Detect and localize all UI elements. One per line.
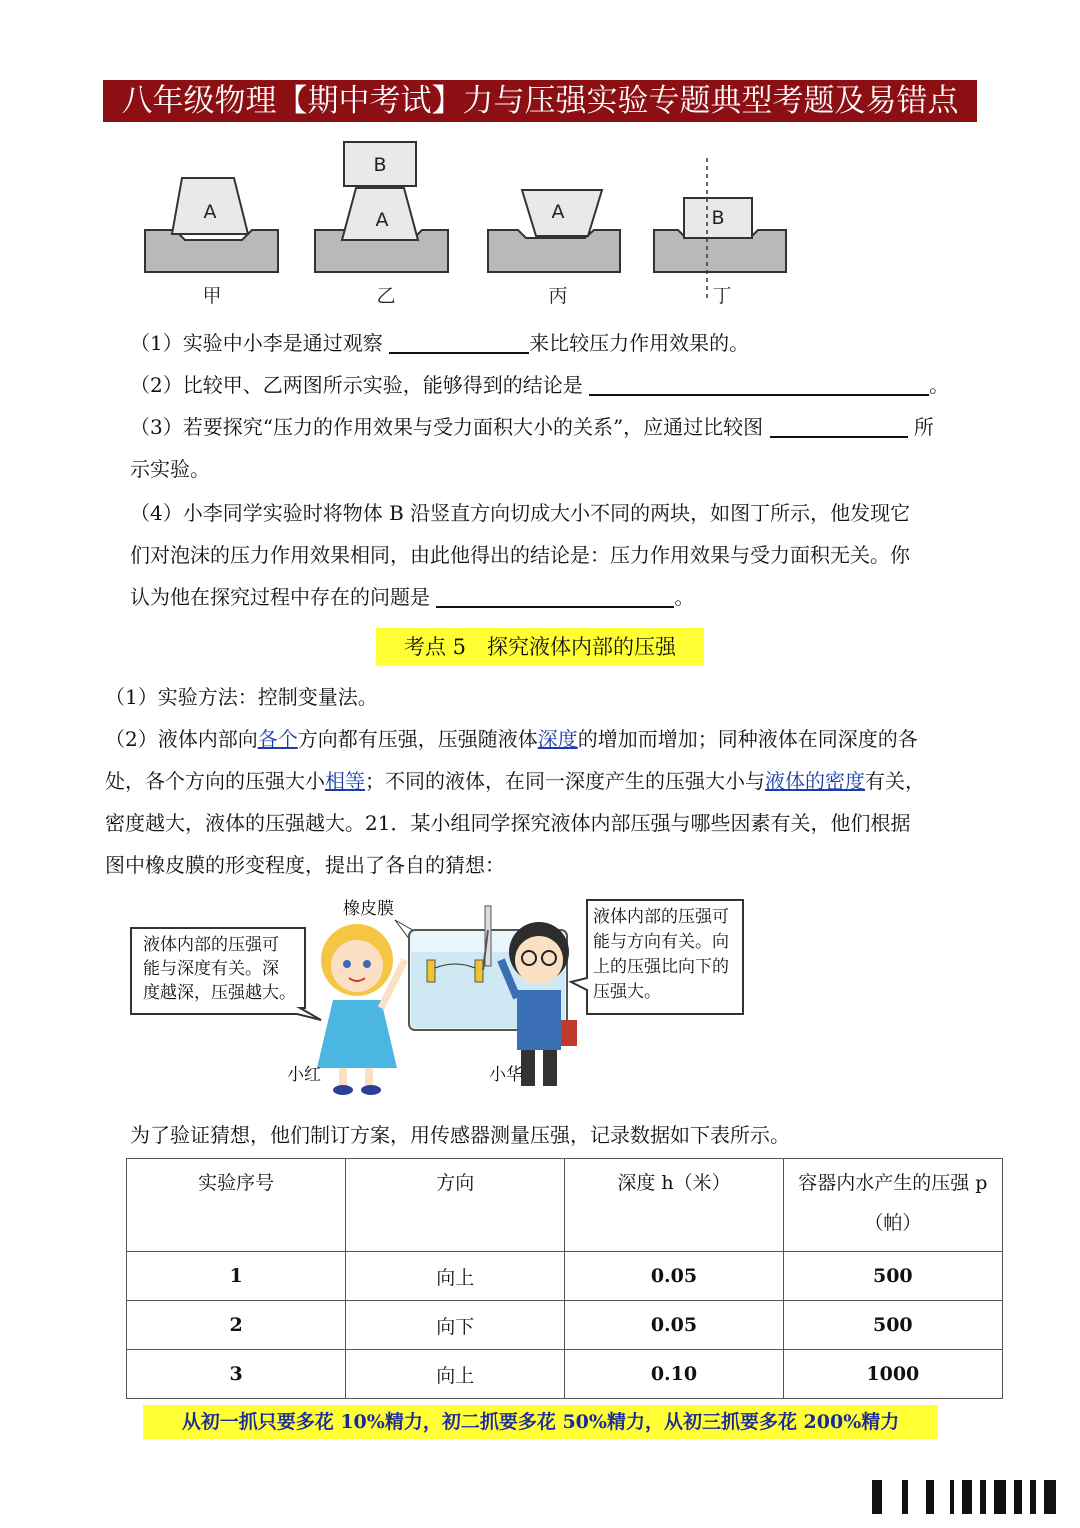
column-header: 深度 h（米） [565,1159,783,1252]
bar-mark [902,1480,908,1514]
bubble-line: 能与深度有关。深 [143,959,279,979]
question-1-suffix: 来比较压力作用效果的。 [529,331,750,355]
bubble-line: 压强大。 [593,982,661,1002]
left-speech-bubble [131,928,321,1020]
table-row [127,1301,1003,1350]
bar-mark [962,1480,972,1514]
table-header-row [127,1159,1003,1252]
answer-blank[interactable] [389,328,529,354]
panel-caption: 乙 [376,285,396,307]
question-3 [130,406,1010,448]
block-a-label: A [375,209,389,231]
table-cell: 500 [783,1252,1002,1301]
pressure-experiment-figure [130,130,800,310]
panel-yi [315,142,448,307]
bubble-line: 液体内部的压强可 [593,907,729,927]
block-b-label: B [711,207,725,229]
panel-ding [654,158,786,307]
keyword-link[interactable]: 各个 [257,727,298,751]
right-speech-bubble [571,900,743,1014]
table-cell: 3 [127,1350,346,1399]
question-2-text: （2）比较甲、乙两图所示实验，能够得到的结论是 [130,373,583,397]
page-title: 八年级物理【期中考试】力与压强实验专题典型考题及易错点 [103,80,977,122]
table-cell: 0.05 [565,1252,783,1301]
column-header [783,1159,1002,1252]
text-run: 方向都有压强，压强随液体 [297,727,538,751]
text-run: 的增加而增加；同种液体在同深度的各 [577,727,918,751]
column-header: 实验序号 [127,1159,346,1252]
table-cell: 1 [127,1252,346,1301]
question-4-suffix: 。 [674,585,695,609]
answer-blank[interactable] [589,370,929,396]
table-cell: 1000 [783,1350,1002,1399]
section-heading: 考点 5 探究液体内部的压强 [376,628,704,666]
bar-mark [1030,1480,1036,1514]
block-a-label: A [203,201,217,223]
header-line: （帕） [864,1212,922,1234]
panel-caption: 丙 [548,285,568,307]
table-row [127,1252,1003,1301]
panel-bing [488,190,620,307]
liquid-pressure-figure [125,890,755,1100]
table-cell: 500 [783,1301,1002,1350]
question-4-line1: （4）小李同学实验时将物体 B 沿竖直方向切成大小不同的两块，如图丁所示，他发现它 [130,501,911,525]
bar-mark [980,1480,986,1514]
panel-caption: 丁 [712,285,732,307]
table-cell: 向上 [346,1252,565,1301]
point-2-line4: 图中橡皮膜的形变程度，提出了各自的猜想： [105,853,505,877]
column-header: 方向 [346,1159,565,1252]
table-cell: 向上 [346,1350,565,1399]
student-name-xiaohong: 小红 [287,1065,321,1085]
question-1-text: （1）实验中小李是通过观察 [130,331,383,355]
bubble-line: 上的压强比向下的 [593,957,729,977]
bar-mark [1014,1480,1022,1514]
question-2-suffix: 。 [929,373,950,397]
table-cell: 0.05 [565,1301,783,1350]
question-4-line3 [130,576,1010,618]
table-row [127,1350,1003,1399]
bar-mark [926,1480,934,1514]
table-cell: 向下 [346,1301,565,1350]
point-2-line3: 密度越大，液体的压强越大。21．某小组同学探究液体内部压强与哪些因素有关，他们根据 [105,811,911,835]
panel-caption: 甲 [202,285,222,307]
question-4-line2: 们对泡沫的压力作用效果相同，由此他得出的结论是：压力作用效果与受力面积无关。你 [130,543,910,567]
point-2-line1 [105,718,918,760]
question-2 [130,364,1010,406]
text-run: （2）液体内部向 [105,727,258,751]
question-4-text: 认为他在探究过程中存在的问题是 [130,585,430,609]
keyword-link[interactable]: 液体的密度 [765,769,865,793]
footer-banner: 从初一抓只要多花 10%精力，初二抓要多花 50%精力，从初三抓要多花 200%精力 [143,1405,938,1439]
bar-mark [1044,1480,1056,1514]
point-1: （1）实验方法：控制变量法。 [105,685,378,709]
table-cell: 0.10 [565,1350,783,1399]
point-2-line2 [105,760,925,802]
question-3-text: （3）若要探究“压力的作用效果与受力面积大小的关系”，应通过比较图 [130,415,764,439]
bar-mark [950,1480,954,1514]
block-a-label: A [551,201,565,223]
keyword-link[interactable]: 相等 [325,769,365,793]
keyword-link[interactable]: 深度 [537,727,578,751]
bubble-line: 液体内部的压强可 [143,935,279,955]
text-run: ；不同的液体，在同一深度产生的压强大小与 [365,769,765,793]
question-3-suffix: 所 [913,415,934,439]
text-run: 有关， [865,769,925,793]
membrane-label: 橡皮膜 [343,899,394,919]
panel-jia [145,178,278,307]
block-b-label: B [373,154,387,176]
text-run: 处，各个方向的压强大小 [105,769,325,793]
header-line: 容器内水产生的压强 p [798,1172,988,1194]
student-name-xiaohua: 小华 [489,1065,523,1085]
bubble-line: 能与方向有关。向 [593,932,729,952]
bar-mark [994,1480,1006,1514]
bubble-line: 度越深，压强越大。 [143,983,296,1003]
table-cell: 2 [127,1301,346,1350]
answer-blank[interactable] [436,582,674,608]
question-3-line2: 示实验。 [130,457,210,481]
answer-blank[interactable] [770,412,908,438]
data-table [126,1158,1003,1399]
table-intro: 为了验证猜想，他们制订方案，用传感器测量压强，记录数据如下表所示。 [130,1123,790,1147]
girl-illustration [317,924,405,1095]
question-1 [130,322,1010,364]
bar-mark [872,1480,882,1514]
